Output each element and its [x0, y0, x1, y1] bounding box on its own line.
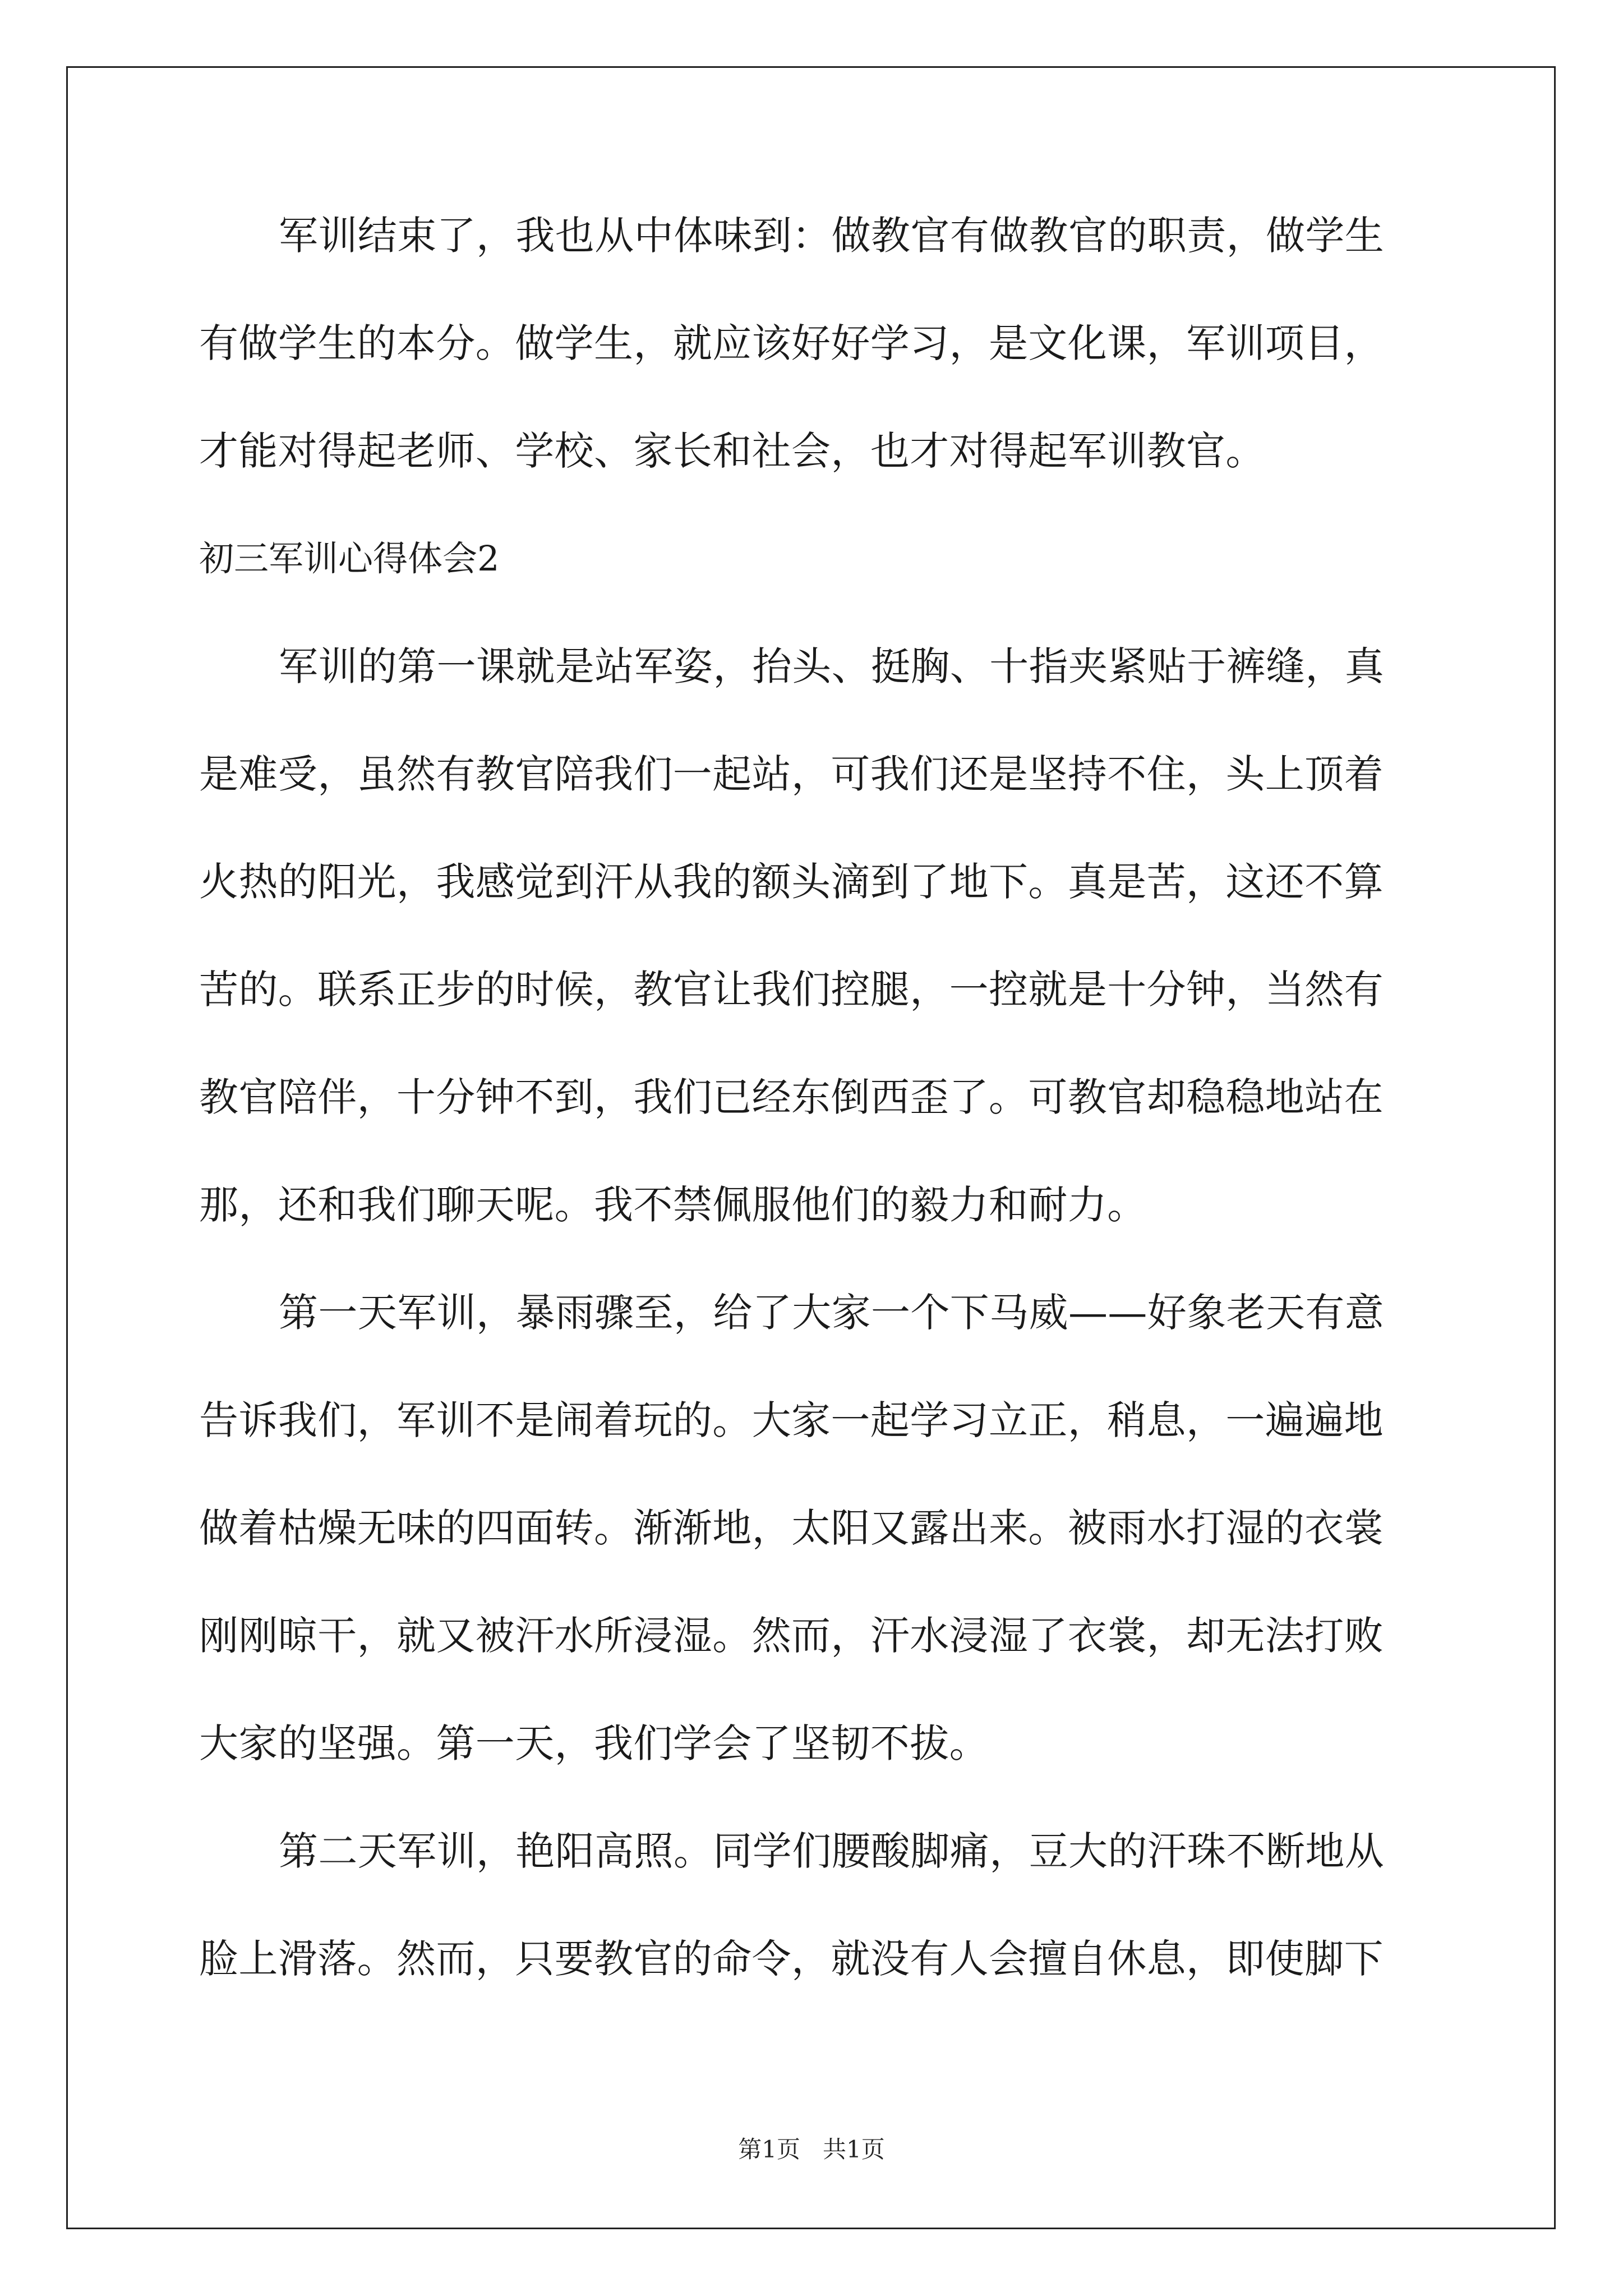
paragraph-line: 军训的第一课就是站军姿，抬头、挺胸、十指夹紧贴于裤缝，真 [279, 643, 1385, 689]
paragraph-line: 是难受，虽然有教官陪我们一起站，可我们还是坚持不住，头上顶着 [199, 751, 1384, 797]
page-number: 第1页 [738, 2136, 800, 2163]
paragraph-line: 脸上滑落。然而，只要教官的命令，就没有人会擅自休息，即使脚下 [199, 1936, 1384, 1982]
document-body [199, 213, 1427, 2047]
page-total: 共1页 [823, 2136, 885, 2163]
paragraph-line: 第一天军训，暴雨骤至，给了大家一个下马威——好象老天有意 [279, 1290, 1385, 1336]
paragraph-line: 刚刚晾干，就又被汗水所浸湿。然而，汗水浸湿了衣裳，却无法打败 [199, 1613, 1384, 1659]
footer-spacer [800, 2136, 823, 2163]
paragraph-line: 那，还和我们聊天呢。我不禁佩服他们的毅力和耐力。 [199, 1182, 1147, 1228]
paragraph-line: 火热的阳光，我感觉到汗从我的额头滴到了地下。真是苦，这还不算 [199, 859, 1384, 905]
paragraph-line: 军训结束了，我也从中体味到：做教官有做教官的职责，做学生 [279, 213, 1385, 259]
section-heading: 初三军训心得体会2 [199, 538, 500, 579]
paragraph-line: 教官陪伴，十分钟不到，我们已经东倒西歪了。可教官却稳稳地站在 [199, 1074, 1384, 1120]
paragraph-line: 大家的坚强。第一天，我们学会了坚韧不拔。 [199, 1720, 989, 1766]
paragraph-line: 苦的。联系正步的时候，教官让我们控腿，一控就是十分钟，当然有 [199, 967, 1384, 1013]
page-footer [0, 2136, 1623, 2163]
paragraph-line: 第二天军训，艳阳高照。同学们腰酸脚痛，豆大的汗珠不断地从 [279, 1828, 1385, 1874]
paragraph-line: 才能对得起老师、学校、家长和社会，也才对得起军训教官。 [199, 428, 1265, 474]
paragraph-line: 做着枯燥无味的四面转。渐渐地，太阳又露出来。被雨水打湿的衣裳 [199, 1505, 1384, 1551]
paragraph-line: 有做学生的本分。做学生，就应该好好学习，是文化课，军训项目， [199, 320, 1384, 366]
paragraph-line: 告诉我们，军训不是闹着玩的。大家一起学习立正，稍息，一遍遍地 [199, 1397, 1384, 1443]
